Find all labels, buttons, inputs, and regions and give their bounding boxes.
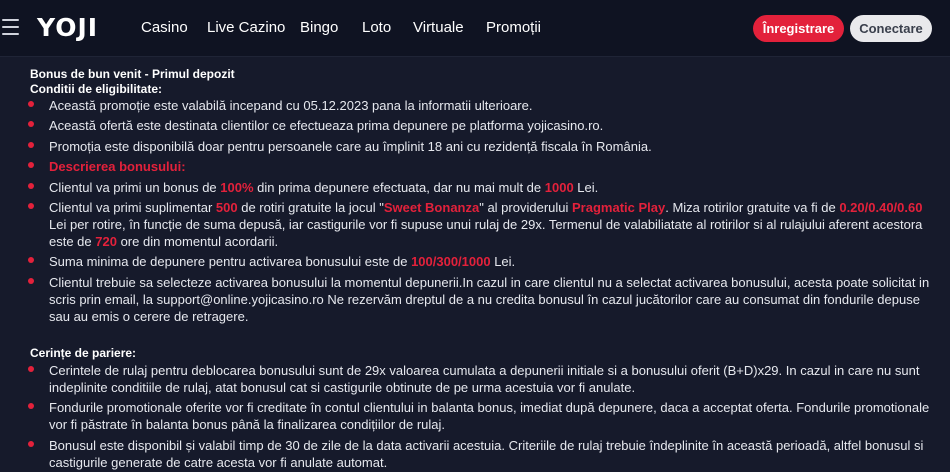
promo-terms [0, 56, 950, 472]
list-item [0, 158, 950, 175]
list-item: Promoția este disponibilă doar pentru persoanele care au împlinit 18 ani cu rezidență fiscala în România. [0, 138, 950, 155]
list-item: Această ofertă este destinata clientilor ce efectueaza prima depunere pe platforma yojicasino.ro. [0, 117, 950, 134]
nav-casino[interactable]: Casino [141, 19, 188, 36]
nav-loto[interactable]: Loto [362, 19, 392, 36]
list-item: Fondurile promotionale oferite vor fi creditate în contul clientului in balanta bonus, imediat după depunere, daca a acceptat oferta. Fondurile promotionale vor fi păstrate în balanta bonus până la finalizarea condițiilor de rulaj. [0, 399, 950, 433]
register-button[interactable]: Înregistrare [753, 15, 844, 42]
nav-bingo[interactable]: Bingo [300, 19, 339, 36]
bonus-description-heading: Descrierea bonusului: [49, 159, 186, 175]
list-item: Această promoție este valabilă incepand cu 05.12.2023 pana la informatii ulterioare. [0, 97, 950, 114]
eligibility-heading: Conditii de eligibilitate: [30, 82, 162, 96]
list-item: Suma minima de depunere pentru activarea bonusului este de 100/300/1000 Lei. [0, 253, 950, 270]
list-item: Bonusul este disponibil și valabil timp de 30 de zile de la data activarii acestuia. Criteriile de rulaj trebuie îndeplinite în această perioadă, altfel bonusul si castigurile generate de catre acesta vor fi anulate automat. [0, 437, 950, 471]
login-button[interactable]: Conectare [850, 15, 932, 42]
logo[interactable]: YOJI [37, 13, 99, 42]
nav-virtuale[interactable]: Virtuale [413, 19, 464, 36]
wagering-heading: Cerințe de pariere: [30, 346, 137, 360]
wagering-list [0, 362, 950, 472]
bonus-heading: Bonus de bun venit - Primul depozit [30, 67, 235, 81]
list-item: Clientul va primi suplimentar 500 de rotiri gratuite la jocul "Sweet Bonanza" al providerului Pragmatic Play. Miza rotirilor gratuite va fi de 0.20/0.40/0.60 Lei per rotire, în funcție de suma depusă, iar castigurile vor fi supuse unui rulaj de 29x. Termenul de valabiliatate al rotirilor si al rulajului aferent acestora este de 720 ore din momentul acordarii. [0, 199, 950, 250]
top-header [0, 0, 950, 57]
list-item: Clientul va primi un bonus de 100% din prima depunere efectuata, dar nu mai mult de 1000 Lei. [0, 179, 950, 196]
list-item: Cerintele de rulaj pentru deblocarea bonusului sunt de 29x valoarea cumulata a depunerii initiale si a bonusului oferit (B+D)x29. In cazul in care nu sunt indeplinite conditiile de rulaj, atat bonusul cat si castigurile obtinute de pe urma acestuia vor fi anulate. [0, 362, 950, 396]
nav-promotii[interactable]: Promoții [486, 19, 542, 36]
nav-live-cazino[interactable]: Live Cazino [207, 19, 286, 36]
menu-icon[interactable] [2, 19, 19, 35]
eligibility-list [0, 97, 950, 328]
list-item: Clientul trebuie sa selecteze activarea bonusului la momentul depunerii.In cazul in care clientul nu a selectat activarea bonusului, acesta poate solicitat in scris prin email, la support@online.yojicasino.ro Ne rezervăm dreptul de a nu credita bonusul în cazul jucătorilor care au consumat din fondurile depuse sau au emis o cerere de retragere. [0, 274, 950, 325]
